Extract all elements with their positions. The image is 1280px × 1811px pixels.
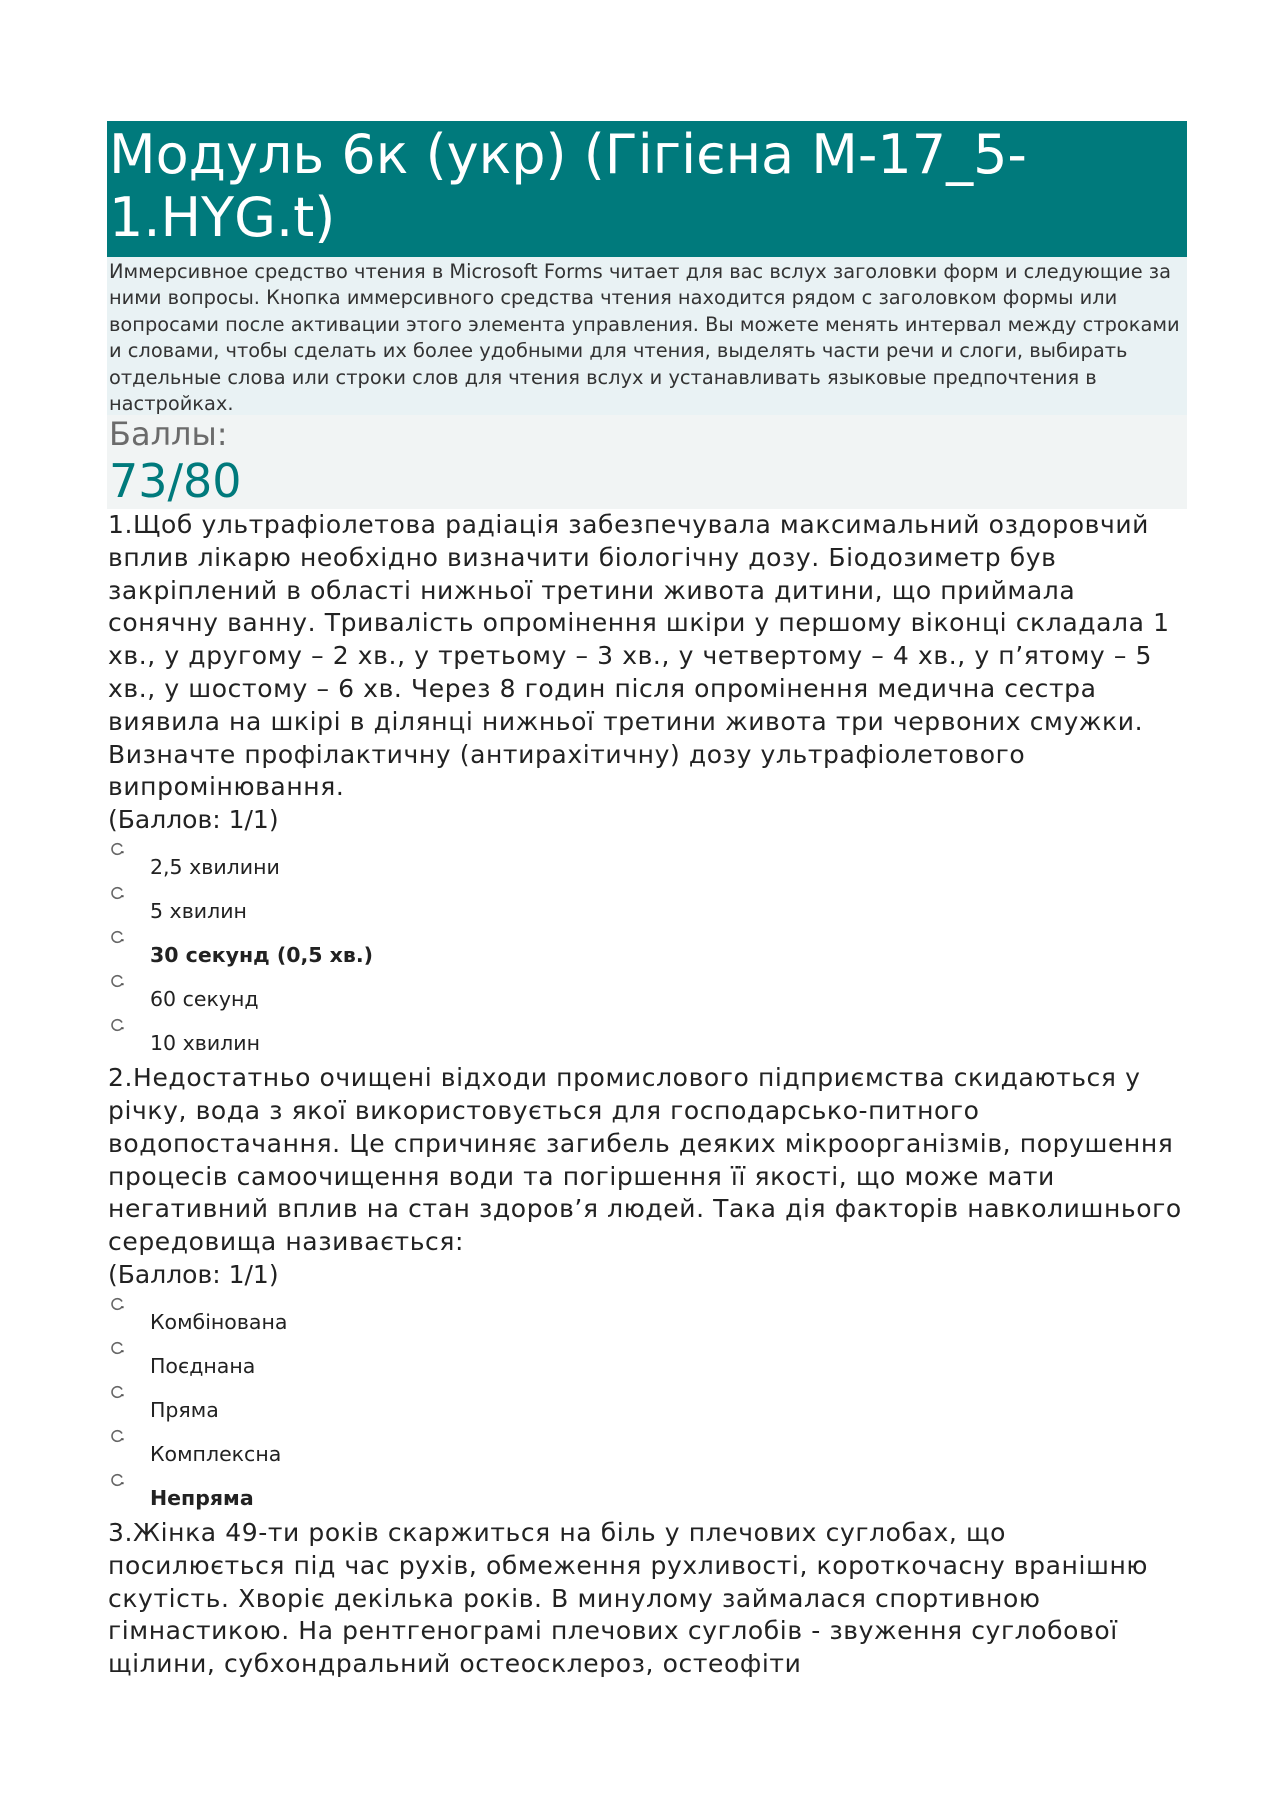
question-3	[107, 1517, 1187, 1681]
question-points: (Баллов: 1/1)	[108, 1259, 279, 1289]
answer-option[interactable]	[107, 1429, 1187, 1473]
radio-button-icon[interactable]	[110, 1297, 124, 1311]
answer-option[interactable]	[107, 1385, 1187, 1429]
answer-option-label: Поєднана	[150, 1353, 256, 1378]
radio-button-icon[interactable]	[110, 930, 124, 944]
form-title: Модуль 6к (укр) (Гігієна М-17_5-1.HYG.t)	[109, 123, 1027, 249]
answer-option-label: 30 секунд (0,5 хв.)	[150, 943, 374, 968]
answer-option[interactable]	[107, 886, 1187, 930]
answer-option-label: Непряма	[150, 1485, 254, 1510]
answer-option-label: 60 секунд	[150, 987, 259, 1012]
answer-options	[107, 836, 1187, 1062]
score-label: Баллы:	[109, 415, 228, 453]
form-title-banner	[107, 121, 1187, 257]
answer-option-label: Комплексна	[150, 1441, 282, 1466]
score-value: 73/80	[109, 454, 242, 508]
radio-button-icon[interactable]	[110, 1429, 124, 1443]
answer-option-label: Комбінована	[150, 1309, 288, 1334]
answer-option[interactable]	[107, 1297, 1187, 1341]
radio-button-icon[interactable]	[110, 1473, 124, 1487]
question-text: 3.Жінка 49-ти років скаржиться на біль у плечових суглобах, що посилюється під час рухів, обмеження рухливості, короткочасну вранішню скутість. Хворіє декілька років. В минулому займалася спортивною гімнастикою. На рентгенограмі плечових суглобів - звуження суглобової щілини, субхондральний остеосклероз, остеофіти	[108, 1517, 1149, 1679]
answer-option-label: 10 хвилин	[150, 1031, 260, 1056]
question-text: 2.Недостатньо очищені відходи промислового підприємства скидаються у річку, вода з якої використовується для господарсько-питного водопостачання. Це спричиняє загибель деяких мікроорганізмів, порушення процесів самоочищення води та погіршення її якості, що може мати негативний вплив на стан здоров’я людей. Така дія факторів навколишнього середовища називається:	[108, 1063, 1182, 1257]
answer-option-correct[interactable]	[107, 1473, 1187, 1517]
immersive-reader-text: Иммерсивное средство чтения в Microsoft Forms читает для вас вслух заголовки форм и следующие за ними вопросы. Кнопка иммерсивного средства чтения находится рядом с заголовком формы или вопросами после активации этого элемента управления. Вы можете менять интервал между строками и словами, чтобы сделать их более удобными для чтения, выделять части речи и слоги, выбирать отдельные слова или строки слов для чтения вслух и устанавливать языковые предпочтения в настройках.	[109, 260, 1180, 415]
answer-option[interactable]	[107, 1341, 1187, 1385]
answer-option-correct[interactable]	[107, 930, 1187, 974]
radio-button-icon[interactable]	[110, 1385, 124, 1399]
radio-button-icon[interactable]	[110, 842, 124, 856]
answer-option[interactable]	[107, 974, 1187, 1018]
question-1	[107, 509, 1187, 1062]
form-page	[107, 121, 1187, 1681]
answer-options	[107, 1291, 1187, 1517]
radio-button-icon[interactable]	[110, 1341, 124, 1355]
question-2	[107, 1062, 1187, 1517]
immersive-reader-notice	[107, 257, 1187, 415]
answer-option-label: Пряма	[150, 1397, 219, 1422]
answer-option[interactable]	[107, 1018, 1187, 1062]
question-text: 1.Щоб ультрафіолетова радіація забезпечувала максимальний оздоровчий вплив лікарю необхідно визначити біологічну дозу. Біодозиметр був закріплений в області нижньої третини живота дитини, що приймала сонячну ванну. Тривалість опромінення шкіри у першому віконці складала 1 хв., у другому – 2 хв., у третьому – 3 хв., у четвертому – 4 хв., у п’ятому – 5 хв., у шостому – 6 хв. Через 8 годин після опромінення медична сестра виявила на шкірі в ділянці нижньої третини живота три червоних смужки. Визначте профілактичну (антирахітичну) дозу ультрафіолетового випромінювання.	[108, 510, 1170, 802]
radio-button-icon[interactable]	[110, 886, 124, 900]
radio-button-icon[interactable]	[110, 974, 124, 988]
radio-button-icon[interactable]	[110, 1018, 124, 1032]
question-points: (Баллов: 1/1)	[108, 805, 279, 835]
answer-option-label: 2,5 хвилини	[150, 855, 280, 880]
score-panel	[107, 415, 1187, 509]
answer-option[interactable]	[107, 842, 1187, 886]
answer-option-label: 5 хвилин	[150, 899, 247, 924]
